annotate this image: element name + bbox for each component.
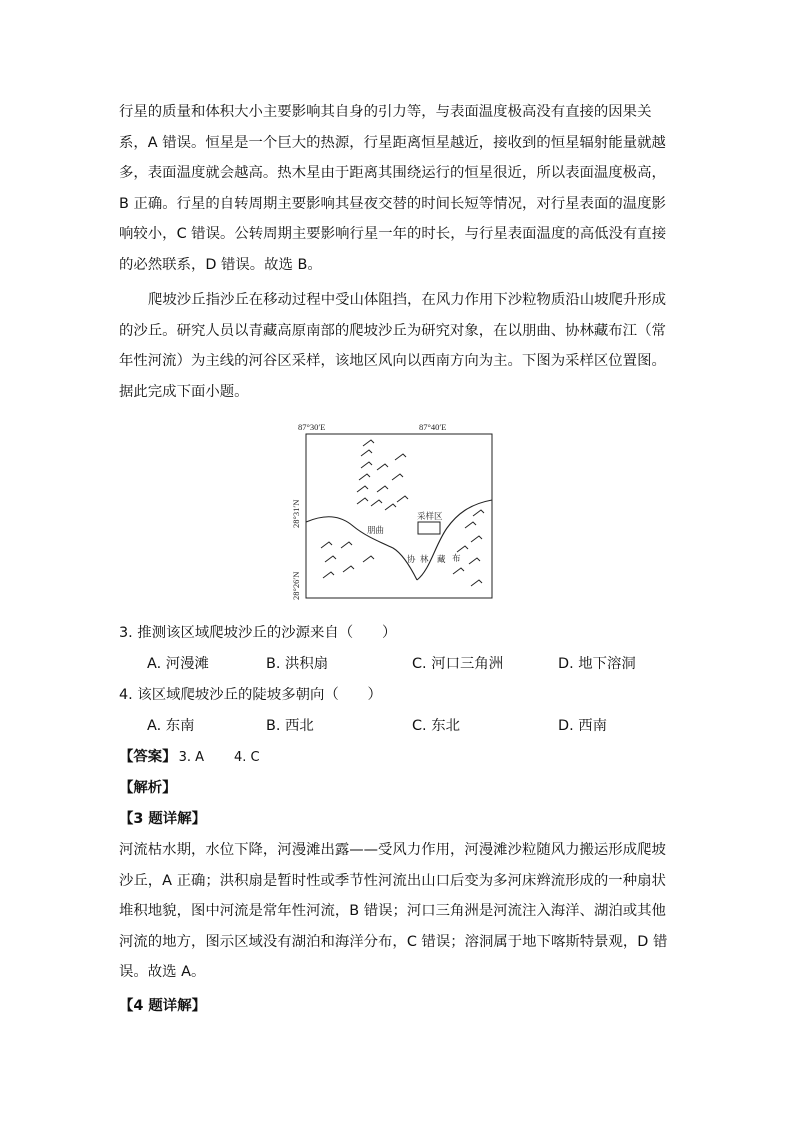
river-label-zang: 藏 (437, 555, 446, 565)
detail-4-label: 【4 题详解】 (119, 998, 206, 1014)
q4-option-b: B. 西北 (266, 718, 314, 734)
dune-symbol (392, 474, 403, 480)
dune-symbol (395, 454, 406, 460)
dune-symbol (341, 542, 352, 548)
river-pengqu (306, 517, 417, 580)
analysis-label: 【解析】 (119, 780, 177, 796)
detail-3-label: 【3 题详解】 (119, 811, 206, 827)
dune-symbol (357, 486, 368, 492)
river-label-bu: 布 (452, 554, 461, 564)
dune-symbols (321, 440, 484, 586)
sample-area-label: 采样区 (417, 512, 443, 522)
dune-symbol (377, 486, 388, 492)
lon-label-right: 87°40′E (419, 422, 447, 432)
answer-label: 【答案】 (119, 749, 177, 765)
dune-symbol (371, 500, 382, 506)
dune-symbol (357, 498, 368, 504)
answer-line (119, 747, 260, 768)
dune-symbol (397, 496, 408, 502)
dune-symbol (323, 572, 334, 578)
dune-symbol (363, 556, 374, 562)
sampling-area-map (285, 420, 501, 608)
river-label-lin: 林 (420, 555, 429, 565)
answer-4: 4. C (234, 750, 260, 765)
answer-3: 3. A (178, 750, 205, 765)
dune-symbol (471, 536, 482, 542)
dune-symbol (343, 566, 354, 572)
map-frame (306, 434, 492, 598)
dune-symbol (471, 580, 482, 586)
q3-option-d: D. 地下溶洞 (558, 656, 636, 672)
dune-symbol (457, 546, 468, 552)
dune-symbol (363, 440, 374, 446)
dune-symbol (361, 450, 372, 456)
question-4-stem: 4. 该区域爬坡沙丘的陡坡多朝向（ ） (119, 687, 382, 703)
q4-option-d: D. 西南 (558, 718, 608, 734)
explanation-paragraph-3: 河流枯水期，水位下降，河漫滩出露——受风力作用，河漫滩沙粒随风力搬运形成爬坡沙丘，A 正确；洪积扇是暂时性或季节性河流出山口后变为多河床辫流形成的一种扇状堆积地貌，图中河流是常年性河流，B 错误；河口三角洲是河流注入海洋、湖泊或其他河流的地方，图示区域没有湖泊和海洋分布，C 错误；溶洞属于地下喀斯特景观，D 错误。故选 A。 (119, 842, 668, 981)
dune-symbol (361, 462, 372, 468)
lat-label-bottom: 28°26′N (291, 571, 301, 600)
dune-symbol (377, 464, 388, 470)
dune-symbol (325, 556, 336, 562)
dune-symbol (385, 504, 396, 510)
sample-area-box (418, 522, 440, 534)
question-3-stem: 3. 推测该区域爬坡沙丘的沙源来自（ ） (119, 625, 397, 641)
q3-option-a: A. 河漫滩 (147, 656, 209, 672)
q3-option-c: C. 河口三角洲 (412, 656, 504, 672)
river-label-pengqu: 朋曲 (367, 526, 385, 536)
dune-symbol (359, 474, 370, 480)
lon-label-left: 87°30′E (298, 422, 326, 432)
explanation-paragraph-1: 行星的质量和体积大小主要影响其自身的引力等，与表面温度极高没有直接的因果关系，A 错误。恒星是一个巨大的热源，行星距离恒星越近，接收到的恒星辐射能量就越多，表面温度就会越高。热木星由于距离其围绕运行的恒星很近，所以表面温度极高，B 正确。行星的自转周期主要影响其昼夜交替的时间长短等情况，对行星表面的温度影响较小，C 错误。公转周期主要影响行星一年的时长，与行星表面温度的高低没有直接的必然联系，D 错误。故选 B。 (119, 104, 667, 273)
q3-option-b: B. 洪积扇 (266, 656, 329, 672)
lat-label-top: 28°31′N (291, 499, 301, 528)
q4-option-a: A. 东南 (147, 718, 195, 734)
dune-symbol (469, 558, 480, 564)
river-label-xie: 协 (407, 555, 416, 565)
dune-symbol (321, 542, 332, 548)
dune-symbol (453, 568, 464, 574)
q4-option-c: C. 东北 (412, 718, 460, 734)
question-intro-paragraph: 爬坡沙丘指沙丘在移动过程中受山体阻挡，在风力作用下沙粒物质沿山坡爬升形成的沙丘。研究人员以青藏高原南部的爬坡沙丘为研究对象，在以朋曲、协林藏布江（常年性河流）为主线的河谷区采样，该地区风向以西南方向为主。下图为采样区位置图。据此完成下面小题。 (119, 292, 667, 400)
dune-symbol (473, 510, 484, 516)
dune-symbol (465, 522, 476, 528)
